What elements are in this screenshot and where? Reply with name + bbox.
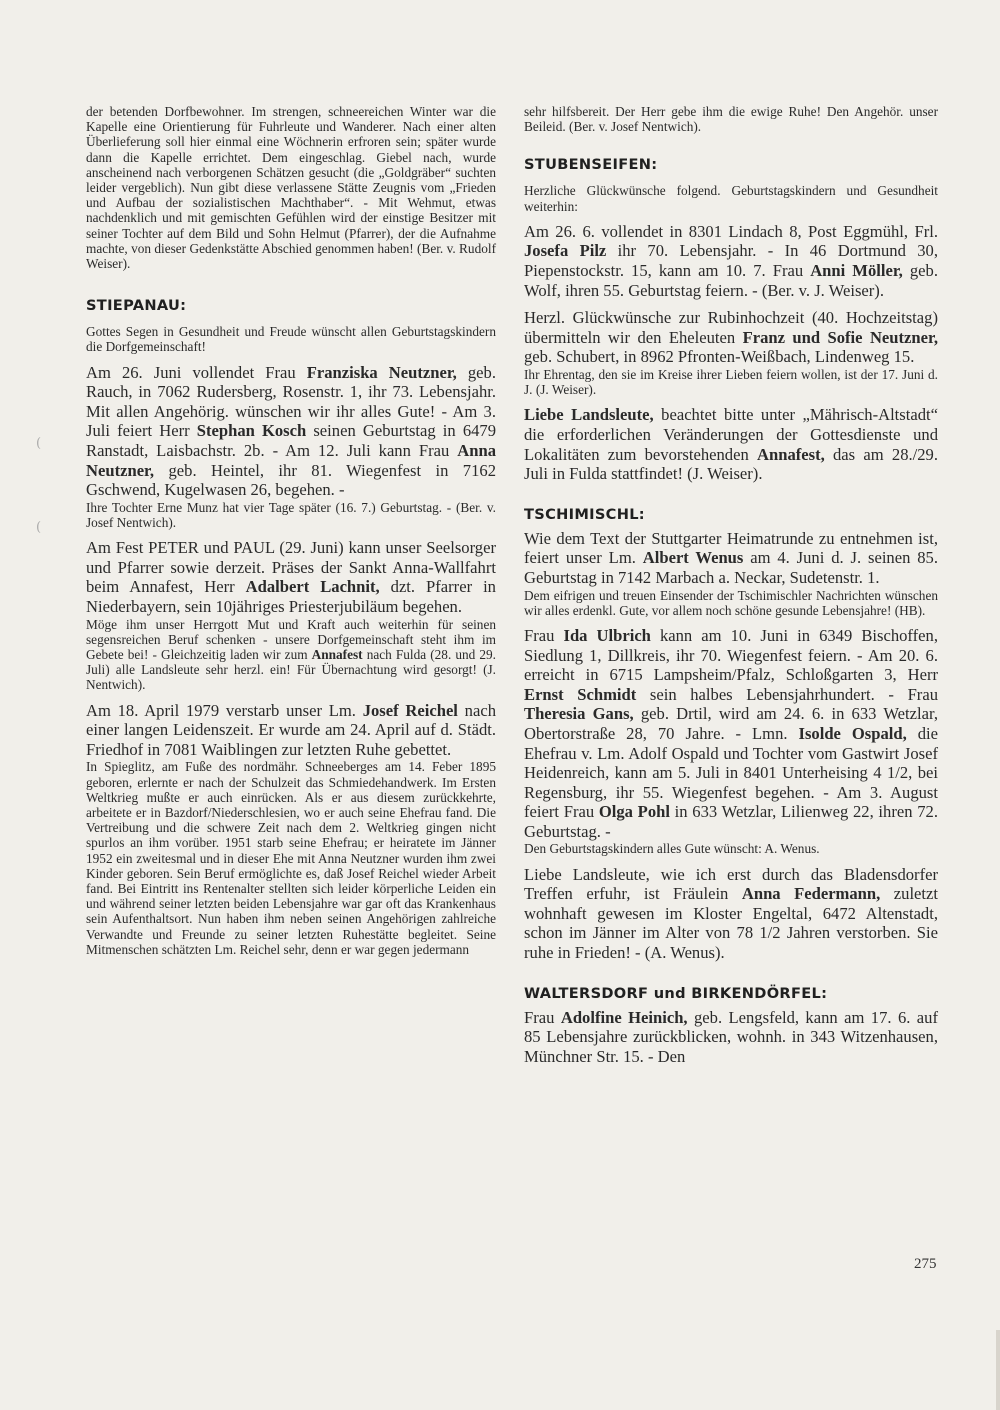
stiepanau-birthdays: Am 26. Juni vollendet Frau Franziska Neutzner, geb. Rauch, in 7062 Rudersberg, Rosenstr. 1, ihr 73. Lebensjahr. Mit allen Angehörig. wünschen wir ihr alles Gute! - Am 3. Juli feiert Herr Stephan Kosch seinen Geburtstag in 6479 Ranstadt, Laisbachstr. 2b. - Am 12. Juli kann Frau Anna Neutzner, geb. Heintel, ihr 81. Wiegenfest in 7162 Gschwend, Kugelwasen 26, begehen. - — [86, 362, 497, 500]
tschimischl-birthdays: Frau Ida Ulbrich kann am 10. Juni in 6349 Bischoffen, Siedlung 1, Dillkreis, ihr 70. Wiegenfest feiern. - Am 20. 6. erreicht in 6715 Lampsheim/Pfalz, Schloßgarten 3, Herr Ernst Schmidt sein halbes Lebensjahrhundert. - Frau Theresia Gans, geb. Drtil, wird am 24. 6. in 633 Wetzlar, Obertorstraße 28, 70 Jahre. - Lmn. Isolde Ospald, die Ehefrau v. Lm. Adolf Ospald und Tochter vom Gastwirt Josef Heidenreich, kann am 5. Juli in 8401 Unterheising 4 1/2, bei Regensburg, ihr 55. Wiegenfest begehen. - Am 3. August feiert Frau Olga Pohl in 633 Wetzlar, Lilienweg 22, ihren 72. Geburtstag. - — [524, 625, 938, 841]
stiepanau-birthdays-note: Ihre Tochter Erne Munz hat vier Tage später (16. 7.) Geburtstag. - (Ber. v. Josef Nentwich). — [86, 499, 496, 530]
annafest-notice: Liebe Landsleute, beachtet bitte unter „Mährisch-Altstadt“ die erforderlichen Veränderungen der Gottesdienste und Lokalitäten zum bevorstehenden Annafest, das am 28./29. Juli in Fulda stattfindet! (J. Weiser). — [524, 405, 939, 484]
tschimischl-wenus: Wie dem Text der Stuttgarter Heimatrunde zu entnehmen ist, feiert unser Lm. Albert Wenus am 4. Juni d. J. seinen 85. Geburtstag in 7142 Marbach a. Neckar, Sudetenstr. 1. — [524, 528, 938, 587]
person-name: Ernst Schmidt — [524, 684, 637, 704]
tschimischl-wenus-note: Dem eifrigen und treuen Einsender der Tschimischler Nachrichten wünschen wir alles erdenkl. Gute, vor allem noch schöne gesunde Lebensjahre! (HB). — [524, 587, 938, 618]
stiepanau-intro: Gottes Segen in Gesundheit und Freude wünscht allen Geburtstagskindern die Dorfgemeinschaft! — [86, 324, 496, 355]
person-name: Ida Ulbrich — [563, 625, 651, 645]
person-name: Albert Wenus — [642, 548, 744, 568]
section-heading-stiepanau: STIEPANAU: — [86, 297, 187, 315]
person-name: Anna Federmann, — [741, 884, 881, 904]
section-heading-tschimischl: TSCHIMISCHL: — [524, 505, 645, 523]
obituary-reichel-details: In Spieglitz, am Fuße des nordmähr. Schneeberges am 14. Feber 1895 geboren, erlernte er nach der Schulzeit das Schmiedehandwerk. Im Ersten Weltkrieg mußte er auch einrücken. Als er aus diesem zurückkehrte, arbeitete er in Bazdorf/Niederschlesien, wo er auch seine Ehefrau fand. Die Vertreibung und die schwere Zeit nach dem 2. Weltkrieg gingen nicht spurlos an ihm vorüber. 1951 starb seine Ehefrau; er heiratete im Jänner 1952 ein zweitesmal und in dieser Ehe mit Anna Neutzner wurden ihm zwei Kinder geboren. Sein Beruf ermöglichte es, daß Josef Reichel wieder Arbeit fand. Bei Eintritt ins Rentenalter stellten sich leider körperliche Leiden ein und während seiner letzten beiden Lebensjahre war gar oft das Krankenhaus sein Aufenthaltsort. Nun haben ihm neben seinen Angehörigen zahlreiche Verwandte und Freunde zu seiner letzten Ruhestätte begleitet. Seine Mitmenschen schätzten Lm. Reichel sehr, denn er war gegen jedermann — [86, 759, 496, 957]
person-name: Isolde Ospald, — [798, 723, 907, 743]
obituary-reichel: Am 18. April 1979 verstarb unser Lm. Josef Reichel nach einer langen Leidenszeit. Er wurde am 24. April auf d. Städt. Friedhof in 7081 Waiblingen zur letzten Ruhe gebettet. — [86, 700, 496, 759]
section-heading-stubenseifen: STUBENSEIFEN: — [524, 156, 658, 174]
ruby-wedding: Herzl. Glückwünsche zur Rubinhochzeit (40. Hochzeitstag) übermitteln wir den Eheleuten Franz und Sofie Neutzner, geb. Schubert, in 8962 Pfronten-Weißbach, Lindenweg 15. — [524, 308, 938, 367]
section-heading-waltersdorf: WALTERSDORF und BIRKENDÖRFEL: — [524, 984, 828, 1002]
person-name: Theresia Gans, — [524, 704, 634, 724]
person-name: Josef Reichel — [362, 700, 458, 720]
priest-jubilee-note: Möge ihm unser Herrgott Mut und Kraft auch weiterhin für seinen segensreichen Beruf schenken - unsere Dorfgemeinschaft steht ihm im Gebete bei! - Gleichzeitig laden wir zum Annafest nach Fulda (28. und 29. Juli) alle Landsleute sehr herzl. ein! Für Übernachtung wird gesorgt! (J. Nentwich). — [86, 616, 496, 693]
person-name: Stephan Kosch — [196, 421, 307, 441]
person-name: Anna Neutzner, — [86, 441, 496, 480]
margin-mark: ( — [36, 520, 42, 535]
person-name: Adalbert Lachnit, — [245, 577, 380, 597]
left-intro-text: der betenden Dorfbewohner. Im strengen, schneereichen Winter war die Kapelle eine Orientierung für Fuhrleute und Wanderer. Nach einer alten Überlieferung soll hier einmal eine Wöchnerin erfroren sein; später wurde dann die Kapelle errichtet. Dem eingeschlag. Giebel nach, wurde anscheinend nach verborgenen Schätzen gesucht (die „Goldgräber“ suchten leider vergeblich). Nun gibt diese verlassene Stätte Zeugnis vom „Frieden und Aufbau der sozialistischen Machthaber“. - Mit Wehmut, etwas nachdenklich und mit gemischten Gefühlen wird der einstige Besitzer mit seiner Tochter auf dem Bild und Sohn Helmut (Pfarrer), der die Aufnahme machte, von dieser Gedenkstätte Abschied genommen haben! (Ber. v. Rudolf Weiser). — [86, 104, 496, 272]
person-name: Franz und Sofie Neutzner, — [742, 327, 938, 347]
page-number: 275 — [914, 1256, 937, 1272]
priest-jubilee: Am Fest PETER und PAUL (29. Juni) kann unser Seelsorger und Pfarrer sowie derzeit. Präses der Sankt Anna-Wallfahrt beim Annafest, Herr Adalbert Lachnit, dzt. Pfarrer in Niederbayern, sein 10jähriges Priesterjubiläum begehen. — [86, 538, 496, 616]
page-edge-shadow — [996, 1330, 1000, 1410]
left-column — [86, 104, 496, 957]
right-intro-text: sehr hilfsbereit. Der Herr gebe ihm die ewige Ruhe! Den Angehör. unser Beileid. (Ber. v. Josef Nentwich). — [524, 104, 938, 135]
person-name: Josefa Pilz — [524, 241, 607, 261]
stubenseifen-birthdays: Am 26. 6. vollendet in 8301 Lindach 8, Post Eggmühl, Frl. Josefa Pilz ihr 70. Lebensjahr. - In 46 Dortmund 30, Piepenstockstr. 15, kann am 10. 7. Frau Anni Möller, geb. Wolf, ihren 55. Geburtstag feiern. - (Ber. v. J. Weiser). — [524, 221, 938, 300]
stubenseifen-intro: Herzliche Glückwünsche folgend. Geburtstagskindern und Gesundheit weiterhin: — [524, 183, 938, 214]
obituary-federmann: Liebe Landsleute, wie ich erst durch das Bladensdorfer Treffen erfuhr, ist Fräulein Anna Federmann, zuletzt wohnhaft gewesen im Kloster Engeltal, 6472 Altenstadt, schon im Jänner im Alter von 78 1/2 Jahren verstorben. Sie ruhe in Frieden! - (A. Wenus). — [524, 864, 939, 963]
ruby-wedding-note: Ihr Ehrentag, den sie im Kreise ihrer Lieben feiern wollen, ist der 17. Juni d. J. (J. Weiser). — [524, 366, 938, 398]
waltersdorf-birthday: Frau Adolfine Heinich, geb. Lengsfeld, kann am 17. 6. auf 85 Lebensjahre zurückblicken, wohnh. in 343 Witzenhausen, Münchner Str. 15. - Den — [524, 1007, 938, 1066]
person-name: Adolfine Heinich, — [560, 1007, 688, 1027]
person-name: Anni Möller, — [810, 261, 903, 280]
margin-mark: ( — [36, 436, 42, 451]
person-name: Olga Pohl — [598, 802, 670, 822]
tschimischl-birthdays-note: Den Geburtstagskindern alles Gute wünscht: A. Wenus. — [524, 841, 820, 857]
person-name: Franziska Neutzner, — [306, 362, 457, 382]
right-column — [524, 104, 938, 1066]
